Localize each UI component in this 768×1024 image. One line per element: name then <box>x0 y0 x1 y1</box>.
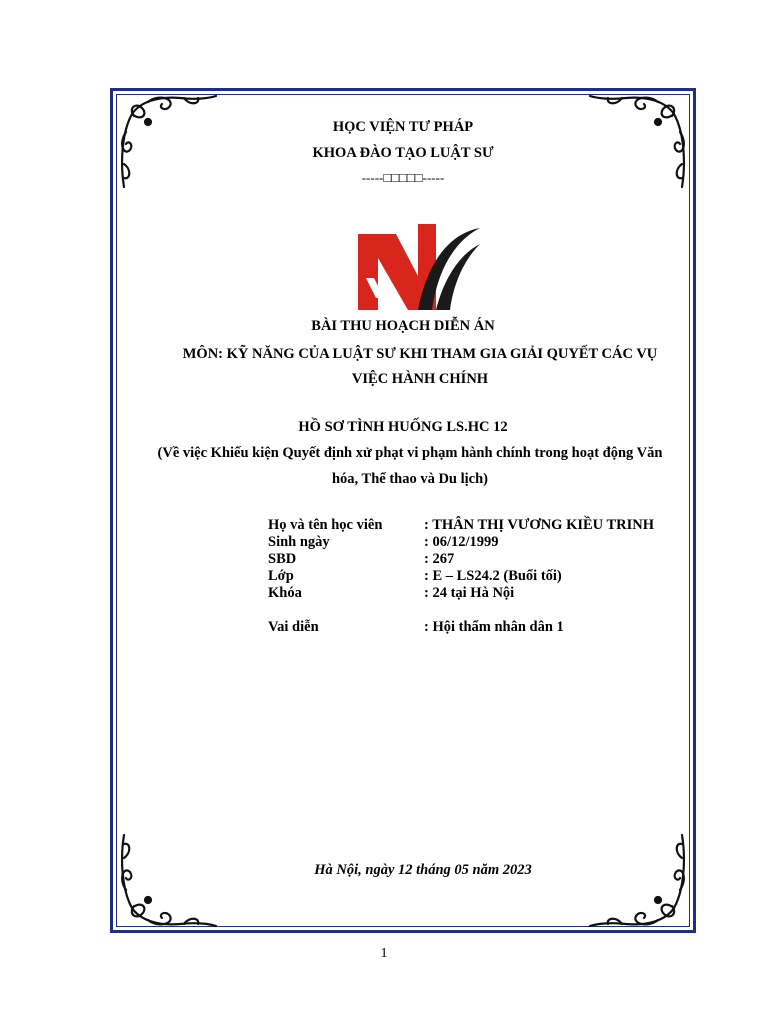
place-and-date: Hà Nội, ngày 12 tháng 05 năm 2023 <box>314 862 532 878</box>
academy-logo <box>356 218 482 312</box>
class-value: : E – LS24.2 (Buổi tối) <box>424 568 562 584</box>
page-number: 1 <box>380 946 388 961</box>
info-row-name <box>268 517 654 534</box>
info-row-sbd <box>268 551 654 568</box>
sbd-label: SBD <box>268 551 297 567</box>
header-separator: -----□□□□□----- <box>361 170 445 185</box>
case-description-line-2: hóa, Thể thao và Du lịch) <box>331 471 489 487</box>
role-label: Vai diễn <box>268 619 319 635</box>
report-title: BÀI THU HOẠCH DIỄN ÁN <box>311 318 495 334</box>
dob-label: Sinh ngày <box>268 534 330 550</box>
student-info <box>268 517 654 636</box>
course-label: Khóa <box>268 585 302 601</box>
course-value: : 24 tại Hà Nội <box>424 585 515 601</box>
name-label: Họ và tên học viên <box>268 517 383 533</box>
sbd-value: : 267 <box>424 551 455 567</box>
case-description-line-1: (Về việc Khiếu kiện Quyết định xử phạt vi phạm hành chính trong hoạt động Văn <box>157 445 663 461</box>
case-description <box>130 440 690 492</box>
report-subject <box>150 342 690 392</box>
report-subject-line-1: MÔN: KỸ NĂNG CỦA LUẬT SƯ KHI THAM GIA GIẢI QUYẾT CÁC VỤ <box>182 346 658 362</box>
dob-value: : 06/12/1999 <box>424 534 499 550</box>
case-title: HỒ SƠ TÌNH HUỐNG LS.HC 12 <box>298 419 508 435</box>
info-row-role <box>268 619 654 636</box>
corner-ornament-bottom-left <box>118 830 218 930</box>
faculty-name: KHOA ĐÀO TẠO LUẬT SƯ <box>312 145 494 161</box>
info-row-dob <box>268 534 654 551</box>
report-subject-line-2: VIỆC HÀNH CHÍNH <box>351 371 489 387</box>
corner-ornament-bottom-right <box>588 830 688 930</box>
role-value: : Hội thẩm nhân dân 1 <box>424 619 564 635</box>
name-value: : THÂN THỊ VƯƠNG KIỀU TRINH <box>424 517 655 533</box>
institution-name: HỌC VIỆN TƯ PHÁP <box>332 119 474 135</box>
info-row-course <box>268 585 654 602</box>
class-label: Lớp <box>268 568 294 584</box>
info-row-class <box>268 568 654 585</box>
